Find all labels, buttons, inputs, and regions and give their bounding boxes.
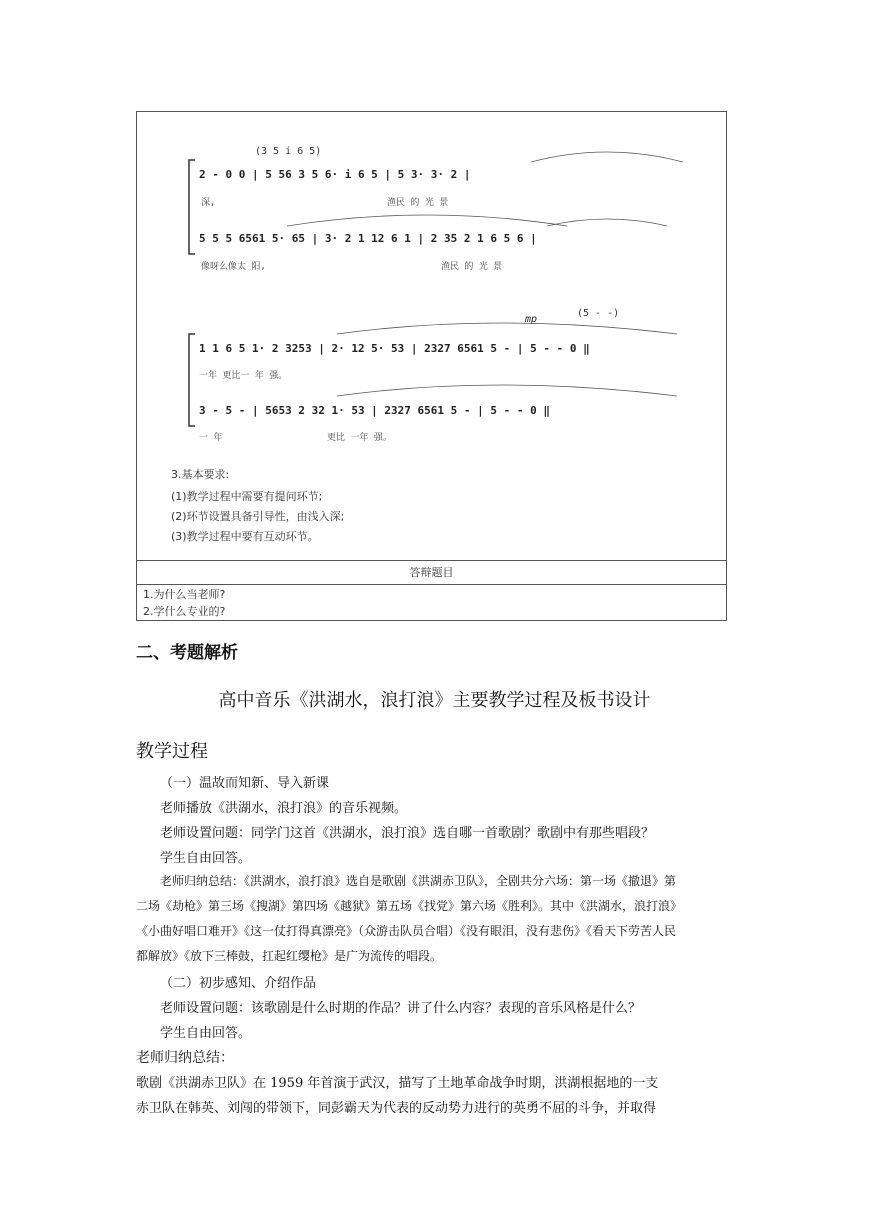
requirement-item-3: (3)教学过程中要有互动环节。 <box>171 530 319 543</box>
question-item-1: 1.为什么当老师? <box>143 588 226 601</box>
question-item-2: 2.学什么专业的? <box>143 605 226 618</box>
paragraph: 学生自由回答。 <box>160 851 252 866</box>
requirement-item-1: (1)教学过程中需要有提问环节; <box>171 490 323 503</box>
paragraph: 老师播放《洪湖水，浪打浪》的音乐视频。 <box>160 801 408 816</box>
questions-header: 答辩题目 <box>409 566 454 579</box>
section-title: 二、考题解析 <box>136 643 238 663</box>
paragraph: 歌剧《洪湖赤卫队》在 1959 年首演于武汉，描写了土地革命战争时期，洪湖根据地的一支 <box>136 1076 659 1091</box>
paragraph: 学生自由回答。 <box>160 1026 252 1041</box>
score-sys2-upper-lyrics: 一年 更比一 年 强。 <box>199 371 288 381</box>
paragraph: 老师归纳总结：《洪湖水，浪打浪》选自是歌剧《洪湖赤卫队》，全剧共分六场：第一场《撤退》第 <box>160 874 677 888</box>
paragraph: 都解放》《放下三棒鼓，扛起红缨枪》是广为流传的唱段。 <box>136 949 443 963</box>
score-sys1-upper-lyrics-a: 深, <box>201 198 216 208</box>
requirement-item-2: (2)环节设置具备引导性，由浅入深; <box>171 510 345 523</box>
table-divider <box>137 584 726 585</box>
paragraph-step-1: （一）温故而知新、导入新课 <box>160 776 330 791</box>
paragraph: 老师设置问题：同学门这首《洪湖水，浪打浪》选自哪一首歌剧？歌剧中有那些唱段？ <box>160 826 655 841</box>
exam-table <box>136 111 727 621</box>
paragraph: 老师设置问题：该歌剧是什么时期的作品？讲了什么内容？表现的音乐风格是什么？ <box>160 1001 642 1016</box>
score-sys1-lower-lyrics-a: 像呀么像太 阳, <box>201 262 266 272</box>
paragraph: 老师归纳总结： <box>136 1050 234 1066</box>
score-sys2-upper-notes: 1 1 6 5 1· 2 3253 | 2· 12 5· 53 | 2327 6561 5 - | 5 - - 0 ‖ <box>199 342 590 355</box>
paragraph: 二场《劫枪》第三场《搜湖》第四场《越狱》第五场《找党》第六场《胜利》。其中《洪湖水，浪打浪》 <box>136 899 683 913</box>
score-sys1-lower-lyrics-b: 渔民 的 光 景 <box>441 262 503 272</box>
score-intro: (3 5 i 6 5) <box>255 146 322 157</box>
score-paren-mark: (5 - -) <box>577 308 620 319</box>
score-sys2-lower-lyrics-b: 更比 一年 强。 <box>327 433 392 443</box>
score-sys1-upper-lyrics-b: 渔民 的 光 景 <box>387 198 449 208</box>
process-title: 教学过程 <box>136 741 208 762</box>
score-sys1-lower-notes: 5 5 5 6561 5· 65 | 3· 2 1 12 6 1 | 2 35 2 1 6 5 6 | <box>199 232 537 245</box>
paragraph: 赤卫队在韩英、刘闯的带领下，同彭霸天为代表的反动势力进行的英勇不屈的斗争，并取得 <box>136 1101 657 1116</box>
score-dynamic-mp: mp <box>525 314 538 325</box>
paragraph: 《小曲好唱口难开》《这一仗打得真漂亮》（众游击队员合唱）《没有眼泪，没有悲伤》《看天下劳苦人民 <box>136 924 677 938</box>
requirements-heading: 3.基本要求: <box>171 468 230 481</box>
paragraph-step-2: （二）初步感知、介绍作品 <box>160 976 317 991</box>
main-title: 高中音乐《洪湖水，浪打浪》主要教学过程及板书设计 <box>218 690 651 711</box>
score-sys2-lower-notes: 3 - 5 - | 5653 2 32 1· 53 | 2327 6561 5 - | 5 - - 0 ‖ <box>199 404 550 417</box>
score-sys1-upper-notes: 2 - 0 0 | 5 56 3 5 6· i 6 5 | 5 3· 3· 2 | <box>199 168 471 181</box>
score-sys2-lower-lyrics-a: 一 年 <box>199 433 223 443</box>
